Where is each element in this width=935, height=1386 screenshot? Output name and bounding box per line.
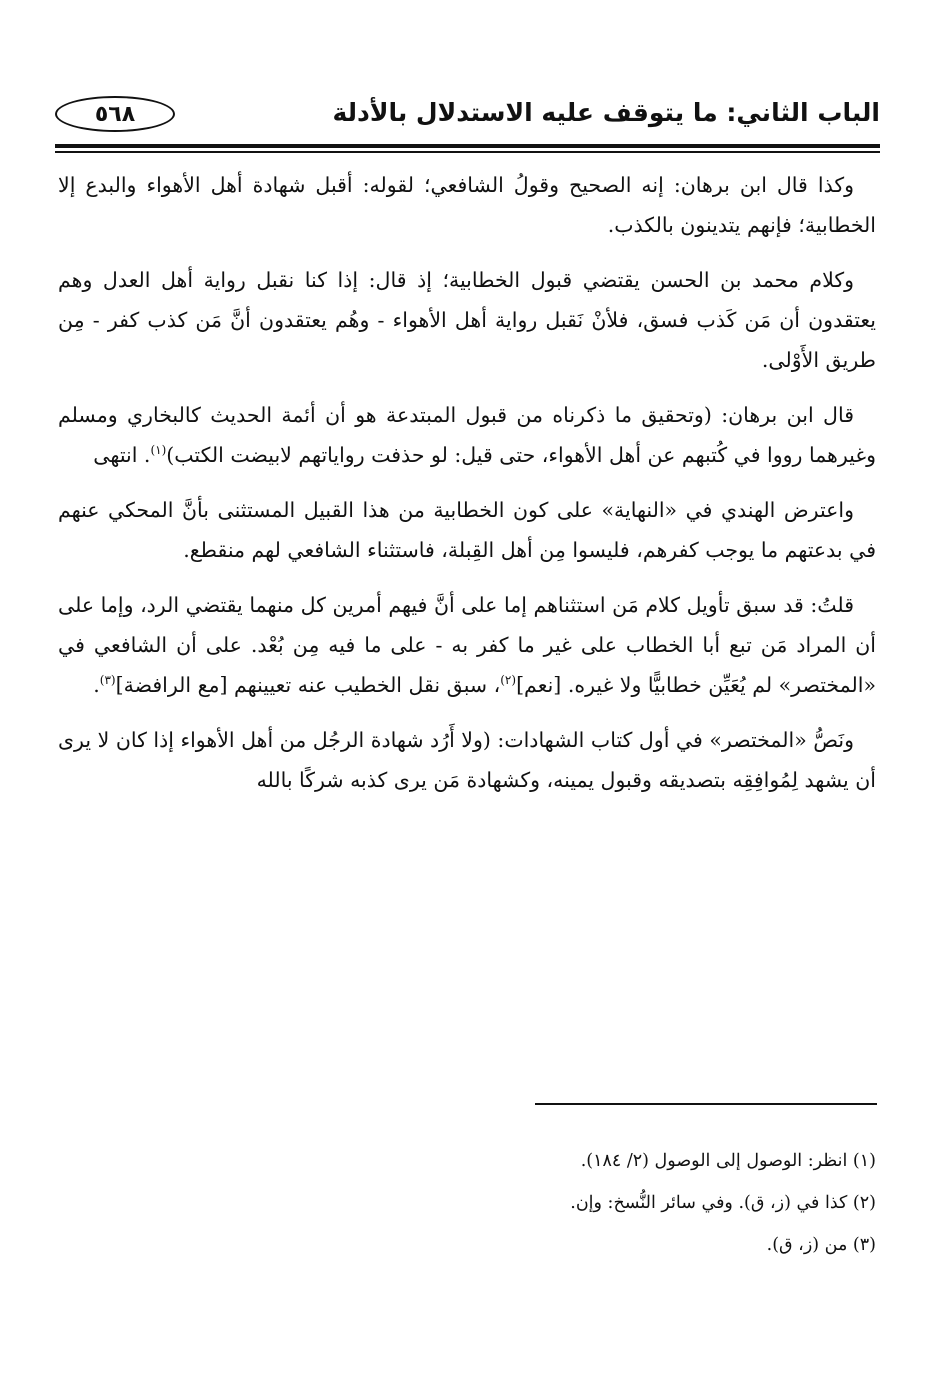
paragraph-text: وكذا قال ابن برهان: إنه الصحيح وقولُ الشافعي؛ لقوله: أقبل شهادة أهل الأهواء والبدع إلا الخطابية؛ فإنهم يتدينون بالكذب. bbox=[58, 173, 876, 237]
paragraph-text: قال ابن برهان: (وتحقيق ما ذكرناه من قبول المبتدعة هو أن أئمة الحديث كالبخاري ومسلم وغيرهما رووا في كُتبهم عن أهل الأهواء، حتى قيل: لو حذفت رواياتهم لابيضت الكتب) bbox=[58, 403, 876, 467]
chapter-title: الباب الثاني: ما يتوقف عليه الاستدلال بالأدلة bbox=[332, 98, 880, 127]
paragraph-text: ونَصُّ «المختصر» في أول كتاب الشهادات: (ولا أَرُد شهادة الرجُل من أهل الأهواء إذا كان لا يرى أن يشهد لِمُوافِقِه بتصديقه وقبول يمينه، وكشهادة مَن يرى كذبه شركًا بالله bbox=[58, 728, 876, 792]
paragraph-text: واعترض الهندي في «النهاية» على كون الخطابية من هذا القبيل المستثنى بأنَّ المحكي عنهم في بدعتهم ما يوجب كفرهم، فليسوا مِن أهل القِبلة، فاستثناء الشافعي لهم منقطع. bbox=[58, 498, 876, 562]
footnote-marker-3: (٣) bbox=[99, 673, 116, 688]
paragraph-5 bbox=[58, 585, 876, 705]
paragraph-2 bbox=[58, 260, 876, 380]
page-header bbox=[55, 94, 880, 142]
footnote-2: (٢) كذا في (ز، ق). وفي سائر النُّسخ: وإن. bbox=[570, 1193, 876, 1213]
paragraph-4 bbox=[58, 490, 876, 570]
page-number-badge: ٥٦٨ bbox=[55, 96, 175, 132]
paragraph-text-end: . bbox=[93, 673, 100, 697]
header-rule-thin bbox=[55, 151, 880, 153]
paragraph-text: وكلام محمد بن الحسن يقتضي قبول الخطابية؛ إذ قال: إذا كنا نقبل رواية أهل العدل وهم يعتقدون أن مَن كَذب فسق، فلأنْ نَقبل رواية أهل الأهواء - وهُم يعتقدون أنَّ مَن كذب كفر - مِن طريق الأَوْلى. bbox=[58, 268, 876, 372]
paragraph-text: قلتُ: قد سبق تأويل كلام مَن استثناهم إما على أنَّ فيهم أمرين كل منهما يقتضي الرد، وإما على أن المراد مَن تبع أبا الخطاب على غير ما كفر به - على ما فيه مِن بُعْد. على أن الشافعي في «المختصر» لم يُعَيِّن خطابيًّا ولا غيره. [نعم] bbox=[58, 593, 876, 697]
paragraph-text-tail: . انتهى bbox=[93, 443, 151, 467]
paragraph-3 bbox=[58, 395, 876, 475]
footnote-1: (١) انظر: الوصول إلى الوصول (٢/ ١٨٤). bbox=[580, 1151, 876, 1171]
footnotes bbox=[300, 1140, 876, 1266]
paragraph-6 bbox=[58, 720, 876, 800]
footnote-3: (٣) من (ز، ق). bbox=[766, 1235, 876, 1255]
main-text bbox=[58, 165, 876, 815]
footnote-marker-1: (١) bbox=[150, 443, 167, 458]
footnote-separator bbox=[535, 1103, 877, 1105]
paragraph-text-tail: ، سبق نقل الخطيب عنه تعيينهم [مع الرافضة] bbox=[115, 673, 501, 697]
paragraph-1 bbox=[58, 165, 876, 245]
header-rule-thick bbox=[55, 144, 880, 148]
footnote-marker-2: (٢) bbox=[500, 673, 517, 688]
